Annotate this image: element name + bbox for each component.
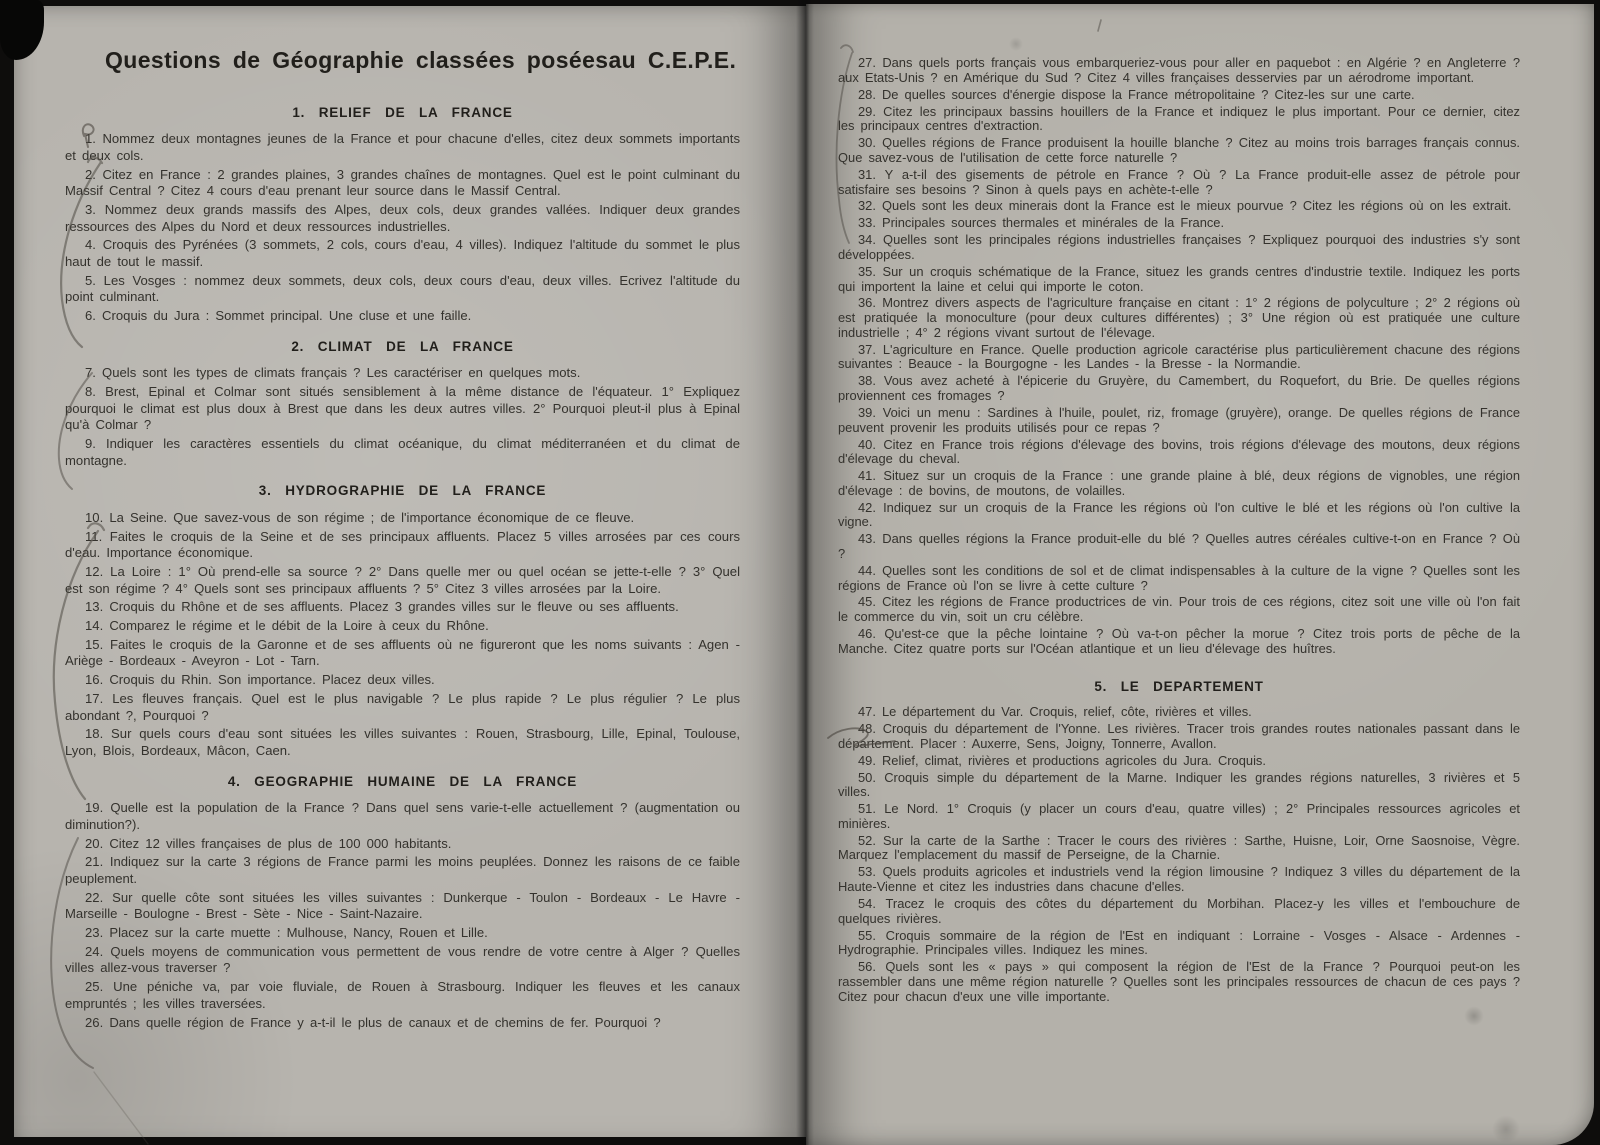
section-heading: 1. RELIEF DE LA FRANCE xyxy=(292,104,513,120)
question-item: 43. Dans quelles régions la France produit-elle du blé ? Quelles autres céréales cultive-t-on en France ? Où ? xyxy=(838,531,1520,561)
question-item: 53. Quels produits agricoles et industriels vend la région limousine ? Indiquez 3 villes du département de la Haute-Vienne et citez les industries dans chacune d'elles. xyxy=(838,864,1520,895)
question-item: 31. Y a-t-il des gisements de pétrole en France ? Où ? La France produit-elle assez de pétrole pour satisfaire ses besoins ? Sinon à quels pays en achète-t-elle ? xyxy=(838,166,1520,197)
question-item: 25. Une péniche va, par voie fluviale, de Rouen à Strasbourg. Indiquer les fleuves et les canaux empruntés ; les villes traversées. xyxy=(65,979,740,1011)
left-page xyxy=(14,6,806,1137)
question-item: 51. Le Nord. 1° Croquis (y placer un cours d'eau, quatre villes) ; 2° Principales ressources agricoles et minières. xyxy=(838,801,1520,831)
question-item: 38. Vous avez acheté à l'épicerie du Gruyère, du Camembert, du Roquefort, du Brie. De quelles régions proviennent ces fromages ? xyxy=(838,373,1520,404)
question-item: 13. Croquis du Rhône et de ses affluents. Placez 3 grandes villes sur le fleuve ou ses affluents. xyxy=(85,599,679,615)
question-item: 56. Quels sont les « pays » qui composent la région de l'Est de la France ? Pourquoi peut-on les rassembler dans une même région naturelle ? Quelles sont les principales ressources de chacun de ces pays ? Citez pour chacun d'eux une ville importante. xyxy=(838,959,1520,1004)
page-title: Questions de Géographie classées poséesau C.E.P.E. xyxy=(105,46,737,74)
question-item: 23. Placez sur la carte muette : Mulhouse, Nancy, Rouen et Lille. xyxy=(85,925,488,941)
question-item: 16. Croquis du Rhin. Son importance. Placez deux villes. xyxy=(85,672,435,688)
right-page xyxy=(806,4,1594,1145)
question-item: 28. De quelles sources d'énergie dispose la France métropolitaine ? Citez-les sur une carte. xyxy=(858,86,1415,102)
right-page-content xyxy=(806,4,1594,1004)
question-item: 18. Sur quels cours d'eau sont situées les villes suivantes : Rouen, Strasbourg, Lille, Epinal, Toulouse, Lyon, Blois, Bordeaux, Mâcon, Caen. xyxy=(65,726,740,758)
section-heading: 3. HYDROGRAPHIE DE LA FRANCE xyxy=(258,483,547,499)
question-item: 10. La Seine. Que savez-vous de son régime ; de l'importance économique de ce fleuve. xyxy=(85,509,635,525)
question-item: 1. Nommez deux montagnes jeunes de la France et pour chacune d'elles, citez deux sommets importants et deux cols. xyxy=(65,131,740,163)
question-item: 9. Indiquer les caractères essentiels du climat océanique, du climat méditerranéen et du climat de montagne. xyxy=(65,436,740,468)
question-item: 3. Nommez deux grands massifs des Alpes, deux cols, deux grandes vallées. Indiquer deux grandes ressources des Alpes du Nord et deux ressources industrielles. xyxy=(65,201,740,234)
question-item: 35. Sur un croquis schématique de la France, situez les grands centres d'industrie textile. Indiquez les ports qui importent la laine et celui qui importe le coton. xyxy=(838,263,1520,294)
question-item: 39. Voici un menu : Sardines à l'huile, poulet, riz, fromage (gruyère), orange. De quelles régions de France peuvent provenir les produits utilisés pour ce repas ? xyxy=(838,404,1520,435)
question-item: 7. Quels sont les types de climats français ? Les caractériser en quelques mots. xyxy=(85,365,581,381)
question-item: 17. Les fleuves français. Quel est le plus navigable ? Le plus rapide ? Le plus régulier ? Le plus abondant ?, Pourquoi ? xyxy=(65,691,740,723)
question-item: 14. Comparez le régime et le débit de la Loire à ceux du Rhône. xyxy=(85,618,489,634)
question-item: 5. Les Vosges : nommez deux sommets, deux cols, deux cours d'eau, deux villes. Ecrivez l'altitude du point culminant. xyxy=(65,272,740,305)
question-item: 24. Quels moyens de communication vous permettent de vous rendre de votre centre à Alger ? Quelles villes allez-vous traverser ? xyxy=(65,943,740,976)
question-item: 21. Indiquez sur la carte 3 régions de France parmi les moins peuplées. Donnez les raisons de ce faible peuplement. xyxy=(65,854,740,886)
question-item: 4. Croquis des Pyrénées (3 sommets, 2 cols, cours d'eau, 4 villes). Indiquez l'altitude du sommet le plus haut de tout le massif. xyxy=(65,237,740,269)
question-item: 41. Situez sur un croquis de la France : une grande plaine à blé, deux régions de vignobles, une région d'élevage : de bovins, de moutons, de volailles. xyxy=(838,468,1520,498)
question-item: 40. Citez en France trois régions d'élevage des bovins, trois régions d'élevage des moutons, deux régions d'élevage du cheval. xyxy=(838,436,1520,467)
question-item: 20. Citez 12 villes françaises de plus de 100 000 habitants. xyxy=(85,835,452,851)
question-item: 50. Croquis simple du département de la Marne. Indiquer les grandes régions naturelles, 3 rivières et 5 villes. xyxy=(838,769,1520,800)
question-item: 15. Faites le croquis de la Garonne et de ses affluents où ne figureront que les noms suivants : Agen - Ariège - Bordeaux - Aveyron - Lot - Tarn. xyxy=(65,636,740,669)
question-item: 8. Brest, Epinal et Colmar sont situés sensiblement à la même distance de l'équateur. 1° Expliquez pourquoi le climat est plus doux à Brest que dans les deux autres villes. 2° Pourquoi pleut-il plus à Epinal qu'à Colmar ? xyxy=(65,384,740,433)
question-item: 22. Sur quelle côte sont situées les villes suivantes : Dunkerque - Toulon - Bordeaux - Le Havre - Marseille - Boulogne - Brest - Sète - Nice - Saint-Nazaire. xyxy=(65,889,740,922)
question-item: 11. Faites le croquis de la Seine et de ses principaux affluents. Placez 5 villes arrosées par ces cours d'eau. Importance économique. xyxy=(65,528,740,561)
question-item: 54. Tracez le croquis des côtes du département du Morbihan. Placez-y les villes et l'embouchure de quelques rivières. xyxy=(838,895,1520,926)
question-item: 12. La Loire : 1° Où prend-elle sa source ? 2° Dans quelle mer ou quel océan se jette-t-elle ? 3° Quel est son régime ? 4° Quels sont ses principaux affluents ? 5° Citez 3 villes arrosées par la Loire. xyxy=(65,563,740,596)
question-item: 2. Citez en France : 2 grandes plaines, 3 grandes chaînes de montagnes. Quel est le point culminant du Massif Central ? Citez 4 cours d'eau prenant leur source dans le Massif Central. xyxy=(65,166,740,199)
question-item: 44. Quelles sont les conditions de sol et de climat indispensables à la culture de la vigne ? Quelles sont les régions de France où l'on se livre à cette culture ? xyxy=(838,562,1520,593)
question-item: 19. Quelle est la population de la France ? Dans quel sens varie-t-elle actuellement ? (augmentation ou diminution?). xyxy=(65,800,740,832)
question-item: 37. L'agriculture en France. Quelle production agricole caractérise plus particulièrement chacune des régions suivantes : Beauce - la Bourgogne - les Landes - la Bresse - la Normandie. xyxy=(838,341,1520,372)
section-heading: 5. LE DEPARTEMENT xyxy=(1094,679,1264,695)
section-heading: 2. CLIMAT DE LA FRANCE xyxy=(291,338,514,354)
question-item: 42. Indiquez sur un croquis de la France les régions où l'on cultive le blé et les régions où l'on cultive la vigne. xyxy=(838,499,1520,530)
question-item: 27. Dans quels ports français vous embarqueriez-vous pour aller en paquebot : en Algérie ? en Angleterre ? aux Etats-Unis ? en Amérique du Sud ? Citez 4 villes françaises desservies par un aérodrome important. xyxy=(838,55,1520,85)
question-item: 33. Principales sources thermales et minérales de la France. xyxy=(858,215,1225,231)
question-item: 6. Croquis du Jura : Sommet principal. Une cluse et une faille. xyxy=(85,308,472,324)
question-item: 26. Dans quelle région de France y a-t-il le plus de canaux et de chemins de fer. Pourquoi ? xyxy=(85,1014,661,1030)
question-item: 55. Croquis sommaire de la région de l'Est en indiquant : Lorraine - Vosges - Alsace - Ardennes - Hydrographie. Principales villes. Indiquez les mines. xyxy=(838,927,1520,958)
question-item: 45. Citez les régions de France productrices de vin. Pour trois de ces régions, citez soit une ville où l'on fait le commerce du vin, soit un cru célèbre. xyxy=(838,594,1520,625)
question-item: 47. Le département du Var. Croquis, relief, côte, rivières et villes. xyxy=(858,704,1252,720)
section-heading: 4. GEOGRAPHIE HUMAINE DE LA FRANCE xyxy=(227,773,578,789)
question-item: 29. Citez les principaux bassins houillers de la France et indiquez le plus important. Pour ce dernier, citez les principaux centres d'extraction. xyxy=(838,103,1520,134)
left-page-content xyxy=(14,6,806,1031)
question-item: 30. Quelles régions de France produisent la houille blanche ? Citez au moins trois barrages français connus. Que savez-vous de l'utilisation de cette force naturelle ? xyxy=(838,135,1520,165)
question-item: 46. Qu'est-ce que la pêche lointaine ? Où va-t-on pêcher la morue ? Citez trois ports de pêche de la Manche. Citez quatre ports sur l'Océan atlantique et un lieu d'élevage des huîtres. xyxy=(838,626,1520,656)
question-item: 49. Relief, climat, rivières et productions agricoles du Jura. Croquis. xyxy=(858,752,1266,768)
question-item: 52. Sur la carte de la Sarthe : Tracer le cours des rivières : Sarthe, Huisne, Loir, Orne Saosnoise, Vègre. Marquez l'emplacement du massif de Perseigne, de la Charnie. xyxy=(838,832,1520,863)
question-item: 32. Quels sont les deux minerais dont la France est le mieux pourvue ? Citez les régions où on les extrait. xyxy=(858,198,1512,214)
question-item: 34. Quelles sont les principales régions industrielles françaises ? Expliquez pourquoi des industries s'y sont développées. xyxy=(838,232,1520,262)
question-item: 48. Croquis du département de l'Yonne. Les rivières. Tracer trois grandes routes nationales passant dans le département. Placer : Auxerre, Sens, Joigny, Tonnerre, Avallon. xyxy=(838,721,1520,751)
question-item: 36. Montrez divers aspects de l'agriculture française en citant : 1° 2 régions de polyculture ; 2° 2 régions où est pratiquée la monoculture (pour deux cultures différentes) ; 3° Une région où est pratiquée une culture industrielle ; 4° 2 régions vivant surtout de l'élevage. xyxy=(838,295,1520,340)
